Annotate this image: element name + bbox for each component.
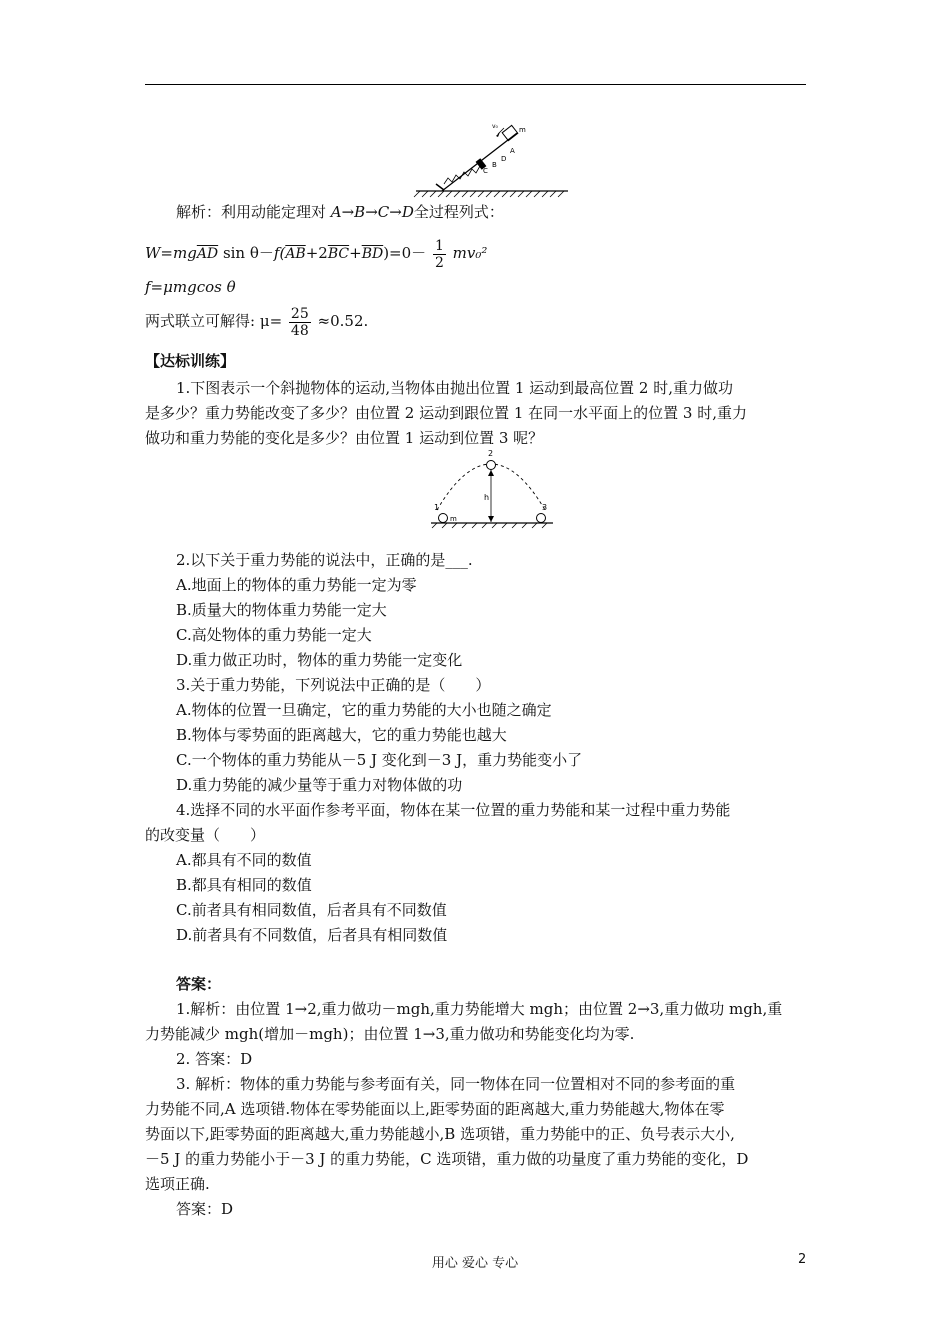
equation-3: 两式联立可解得: μ= $\frac{25}{48}$ ≈0.52. <box>145 305 369 339</box>
analysis-intro: 解析：利用动能定理对 A→B→C→D全过程列式： <box>176 203 504 221</box>
label-position-1: 1 <box>434 503 440 512</box>
answer-3-final: 答案：D <box>176 1200 234 1218</box>
label-v0: v₀ <box>492 123 498 130</box>
q1-line1: 1.下图表示一个斜抛物体的运动,当物体由抛出位置 1 运动到最高位置 2 时,重力做功 <box>176 379 734 397</box>
q3-option-d: D.重力势能的减少量等于重力对物体做的功 <box>176 776 463 794</box>
q4-option-d: D.前者具有不同数值，后者具有相同数值 <box>176 926 448 944</box>
q3-option-b: B.物体与零势面的距离越大，它的重力势能也越大 <box>176 726 507 744</box>
label-b: B <box>492 161 497 169</box>
label-c: C <box>483 167 488 175</box>
answer-3-line4: －5 J 的重力势能小于－3 J 的重力势能，C 选项错，重力做的功量度了重力势能的变化，D <box>145 1150 749 1168</box>
page-footer: 用心 爱心 专心 <box>431 1256 519 1271</box>
label-position-3: 3 <box>542 503 548 512</box>
label-m: m <box>519 126 526 134</box>
q4-option-c: C.前者具有相同数值，后者具有不同数值 <box>176 901 447 919</box>
q2-option-b: B.质量大的物体重力势能一定大 <box>176 601 387 619</box>
projectile-arc-figure <box>425 448 560 530</box>
answer-3-line2: 力势能不同,A 选项错.物体在零势能面以上,距零势面的距离越大,重力势能越大,物体在零 <box>145 1100 725 1118</box>
page-number: 2 <box>798 1252 807 1267</box>
label-d: D <box>501 155 507 163</box>
answer-3-line3: 势面以下,距零势面的距离越大,重力势能越小,B 选项错，重力势能中的正、负号表示大小, <box>145 1125 735 1143</box>
answer-2: 2. 答案：D <box>176 1050 253 1068</box>
header-rule <box>145 84 806 85</box>
q3-option-a: A.物体的位置一旦确定，它的重力势能的大小也随之确定 <box>176 701 552 719</box>
q2-stem: 2.以下关于重力势能的说法中，正确的是___. <box>176 551 473 569</box>
answer-3-line5: 选项正确. <box>145 1175 210 1193</box>
incline-spring-figure <box>412 118 572 198</box>
q2-option-c: C.高处物体的重力势能一定大 <box>176 626 372 644</box>
answer-1-line2: 力势能减少 mgh(增加－mgh)；由位置 1→3,重力做功和势能变化均为零. <box>145 1025 635 1043</box>
answer-1-line1: 1.解析：由位置 1→2,重力做功－mgh,重力势能增大 mgh；由位置 2→3,重力做功 mgh,重 <box>176 1000 783 1018</box>
q2-option-a: A.地面上的物体的重力势能一定为零 <box>176 576 417 594</box>
q4-line2: 的改变量（ ） <box>145 826 266 844</box>
answers-title: 答案： <box>176 975 222 993</box>
label-mass: m <box>450 515 457 523</box>
label-height: h <box>484 493 490 502</box>
label-position-2: 2 <box>488 449 494 458</box>
fraction-half: $\frac{1}{2}$ <box>434 237 444 271</box>
fraction-25-48: $\frac{25}{48}$ <box>290 305 309 339</box>
q3-option-c: C.一个物体的重力势能从－5 J 变化到－3 J，重力势能变小了 <box>176 751 583 769</box>
q4-option-a: A.都具有不同的数值 <box>176 851 312 869</box>
q3-stem: 3.关于重力势能，下列说法中正确的是（ ） <box>176 676 491 694</box>
q2-option-d: D.重力做正功时，物体的重力势能一定变化 <box>176 651 463 669</box>
equation-1: $W=mg\overline{AD}$ $\sin \theta-f(\overline{AB}+2\overline{BC}+\overline{BD})=0-$ $\frac{1}{2}$ mv₀² <box>145 237 488 271</box>
answer-3-line1: 3. 解析：物体的重力势能与参考面有关，同一物体在同一位置相对不同的参考面的重 <box>176 1075 736 1093</box>
q1-line2: 是多少？重力势能改变了多少？由位置 2 运动到跟位置 1 在同一水平面上的位置 3 时,重力 <box>145 404 748 422</box>
q1-line3: 做功和重力势能的变化是多少？由位置 1 运动到位置 3 呢？ <box>145 429 544 447</box>
q4-option-b: B.都具有相同的数值 <box>176 876 312 894</box>
equation-2: f=μmgcos θ <box>145 278 236 296</box>
q4-line1: 4.选择不同的水平面作参考平面，物体在某一位置的重力势能和某一过程中重力势能 <box>176 801 731 819</box>
label-a: A <box>510 147 515 155</box>
section-title: 【达标训练】 <box>145 352 236 370</box>
